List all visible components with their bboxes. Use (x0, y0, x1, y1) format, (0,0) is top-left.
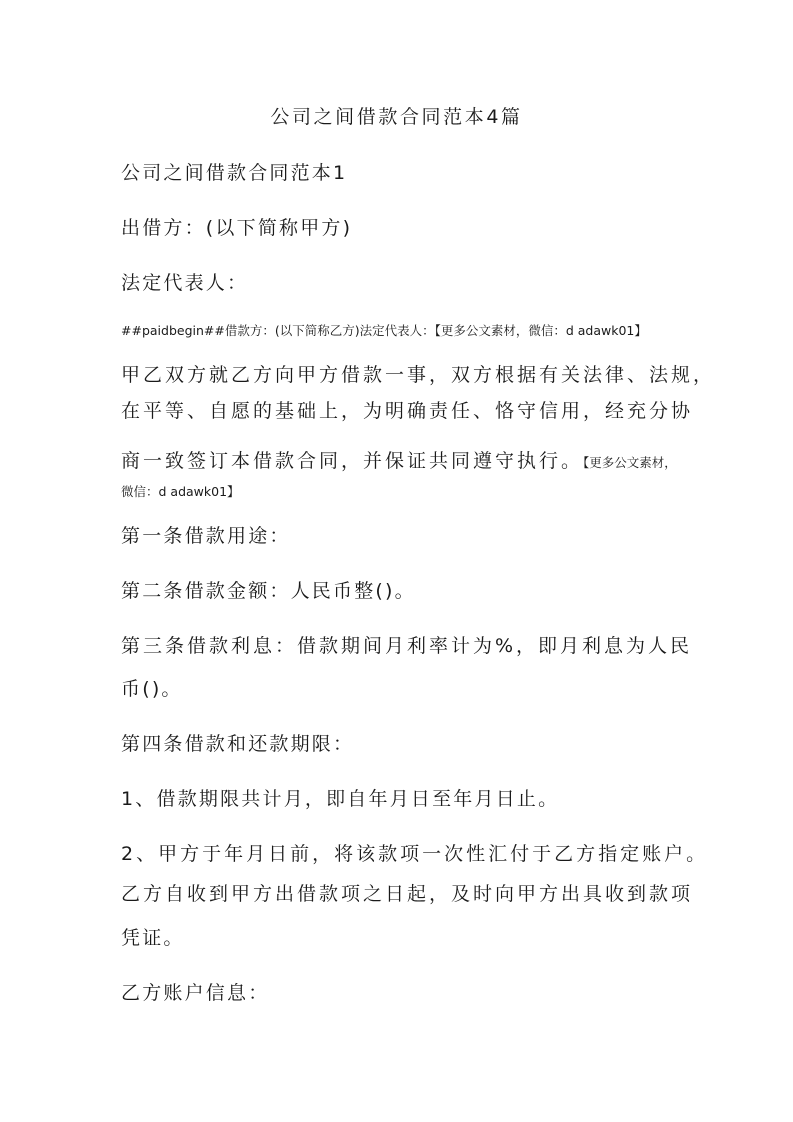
article-3-line-2: 币()。 (121, 678, 183, 700)
article-1: 第一条借款用途： (121, 525, 291, 547)
contract-heading: 公司之间借款合同范本1 (121, 162, 348, 184)
preamble-line-3-main: 商一致签订本借款合同，并保证共同遵守执行。 (121, 450, 584, 472)
lender-line: 出借方：(以下简称甲方) (121, 217, 353, 239)
article-3-line-1: 第三条借款利息：借款期间月利率计为%，即月利息为人民 (121, 635, 693, 657)
item-2-line-3: 凭证。 (121, 927, 185, 949)
preamble-line-2: 在平等、自愿的基础上，为明确责任、恪守信用，经充分协 (121, 400, 694, 422)
document-title: 公司之间借款合同范本4篇 (270, 106, 523, 128)
legal-representative-line: 法定代表人： (121, 272, 249, 294)
preamble-line-1: 甲乙双方就乙方向甲方借款一事，双方根据有关法律、法规， (121, 364, 716, 386)
article-2: 第二条借款金额：人民币整()。 (121, 580, 416, 602)
account-info-heading: 乙方账户信息： (121, 982, 270, 1004)
preamble-line-4: 微信：d adawk01】 (121, 484, 240, 499)
item-1: 1、借款期限共计月，即自年月日至年月日止。 (121, 788, 560, 810)
article-4: 第四条借款和还款期限： (121, 733, 355, 755)
watermark-line: ##paidbegin##借款方：(以下简称乙方)法定代表人：【更多公文素材，微信：d adawk01】 (121, 323, 647, 338)
item-2-line-1: 2、甲方于年月日前，将该款项一次性汇付于乙方指定账户。 (121, 843, 709, 865)
preamble-line-3-small: 【更多公文素材， (583, 455, 677, 470)
item-2-line-2: 乙方自收到甲方出借款项之日起，及时向甲方出具收到款项 (121, 883, 694, 905)
preamble-line-3 (121, 448, 677, 476)
